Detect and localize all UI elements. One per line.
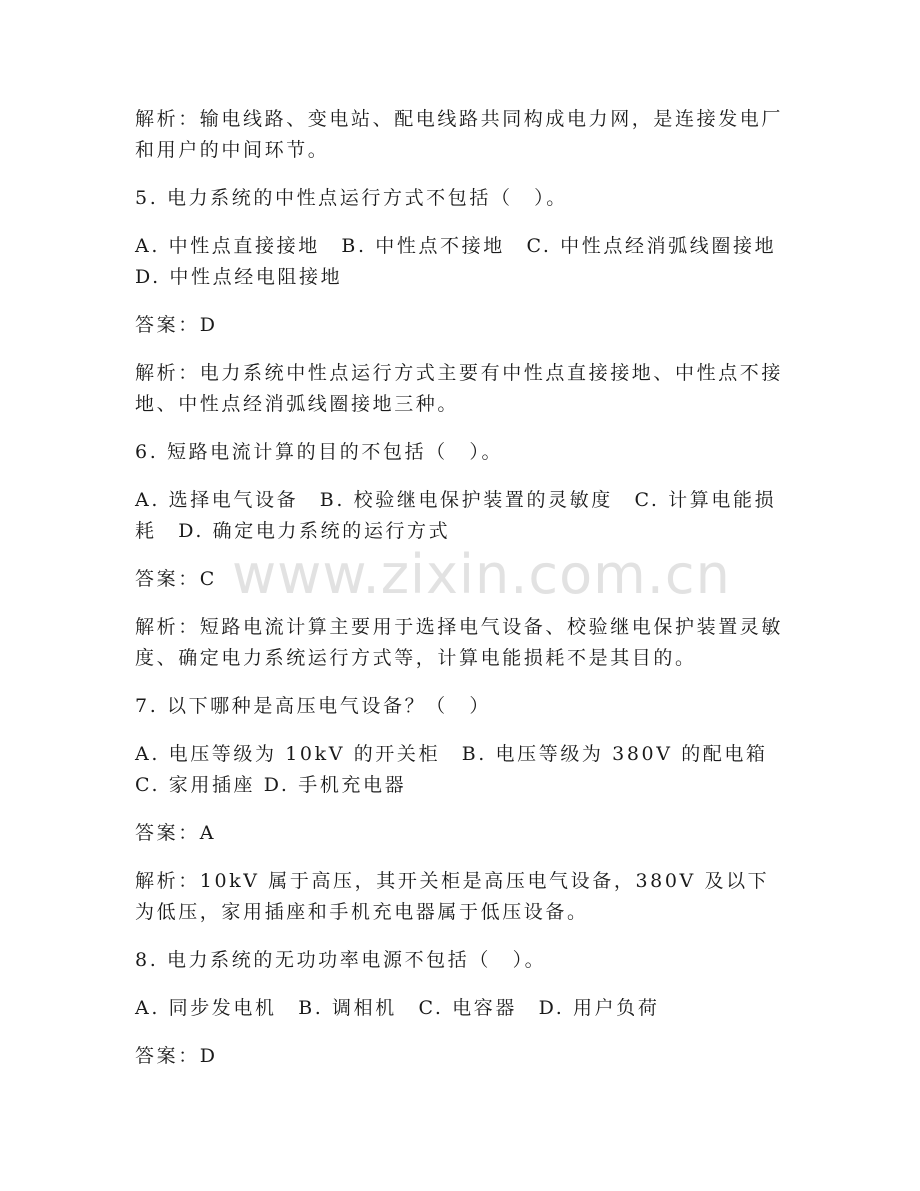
question-7: 7. 以下哪种是高压电气设备？（ ）	[135, 695, 491, 717]
answer-q5: 答案：D	[135, 314, 218, 336]
options-q8: A. 同步发电机 B. 调相机 C. 电容器 D. 用户负荷	[135, 997, 660, 1019]
watermark: www.zixin.com.cn	[232, 543, 731, 606]
explanation-q7: 解析：10kV 属于高压，其开关柜是高压电气设备，380V 及以下为低压，家用插座和手机充电器属于低压设备。	[135, 870, 770, 923]
options-q6: A. 选择电气设备 B. 校验继电保护装置的灵敏度 C. 计算电能损耗 D. 确定电力系统的运行方式	[135, 489, 777, 542]
answer-q6: 答案：C	[135, 568, 217, 590]
question-8: 8. 电力系统的无功功率电源不包括（ ）。	[135, 949, 547, 971]
question-6: 6. 短路电流计算的目的不包括（ ）。	[135, 441, 504, 463]
explanation-q6: 解析：短路电流计算主要用于选择电气设备、校验继电保护装置灵敏度、确定电力系统运行方式等，计算电能损耗不是其目的。	[135, 616, 784, 669]
document-body	[135, 104, 798, 1089]
answer-q8: 答案：D	[135, 1045, 218, 1067]
options-q7: A. 电压等级为 10kV 的开关柜 B. 电压等级为 380V 的配电箱 C. 家用插座 D. 手机充电器	[135, 743, 790, 796]
question-5: 5. 电力系统的中性点运行方式不包括（ ）。	[135, 187, 568, 209]
options-q5: A. 中性点直接接地 B. 中性点不接地 C. 中性点经消弧线圈接地 D. 中性点经电阻接地	[135, 235, 798, 288]
answer-q7: 答案：A	[135, 822, 217, 844]
explanation-q4: 解析：输电线路、变电站、配电线路共同构成电力网，是连接发电厂和用户的中间环节。	[135, 108, 784, 161]
explanation-q5: 解析：电力系统中性点运行方式主要有中性点直接接地、中性点不接地、中性点经消弧线圈接地三种。	[135, 362, 784, 415]
